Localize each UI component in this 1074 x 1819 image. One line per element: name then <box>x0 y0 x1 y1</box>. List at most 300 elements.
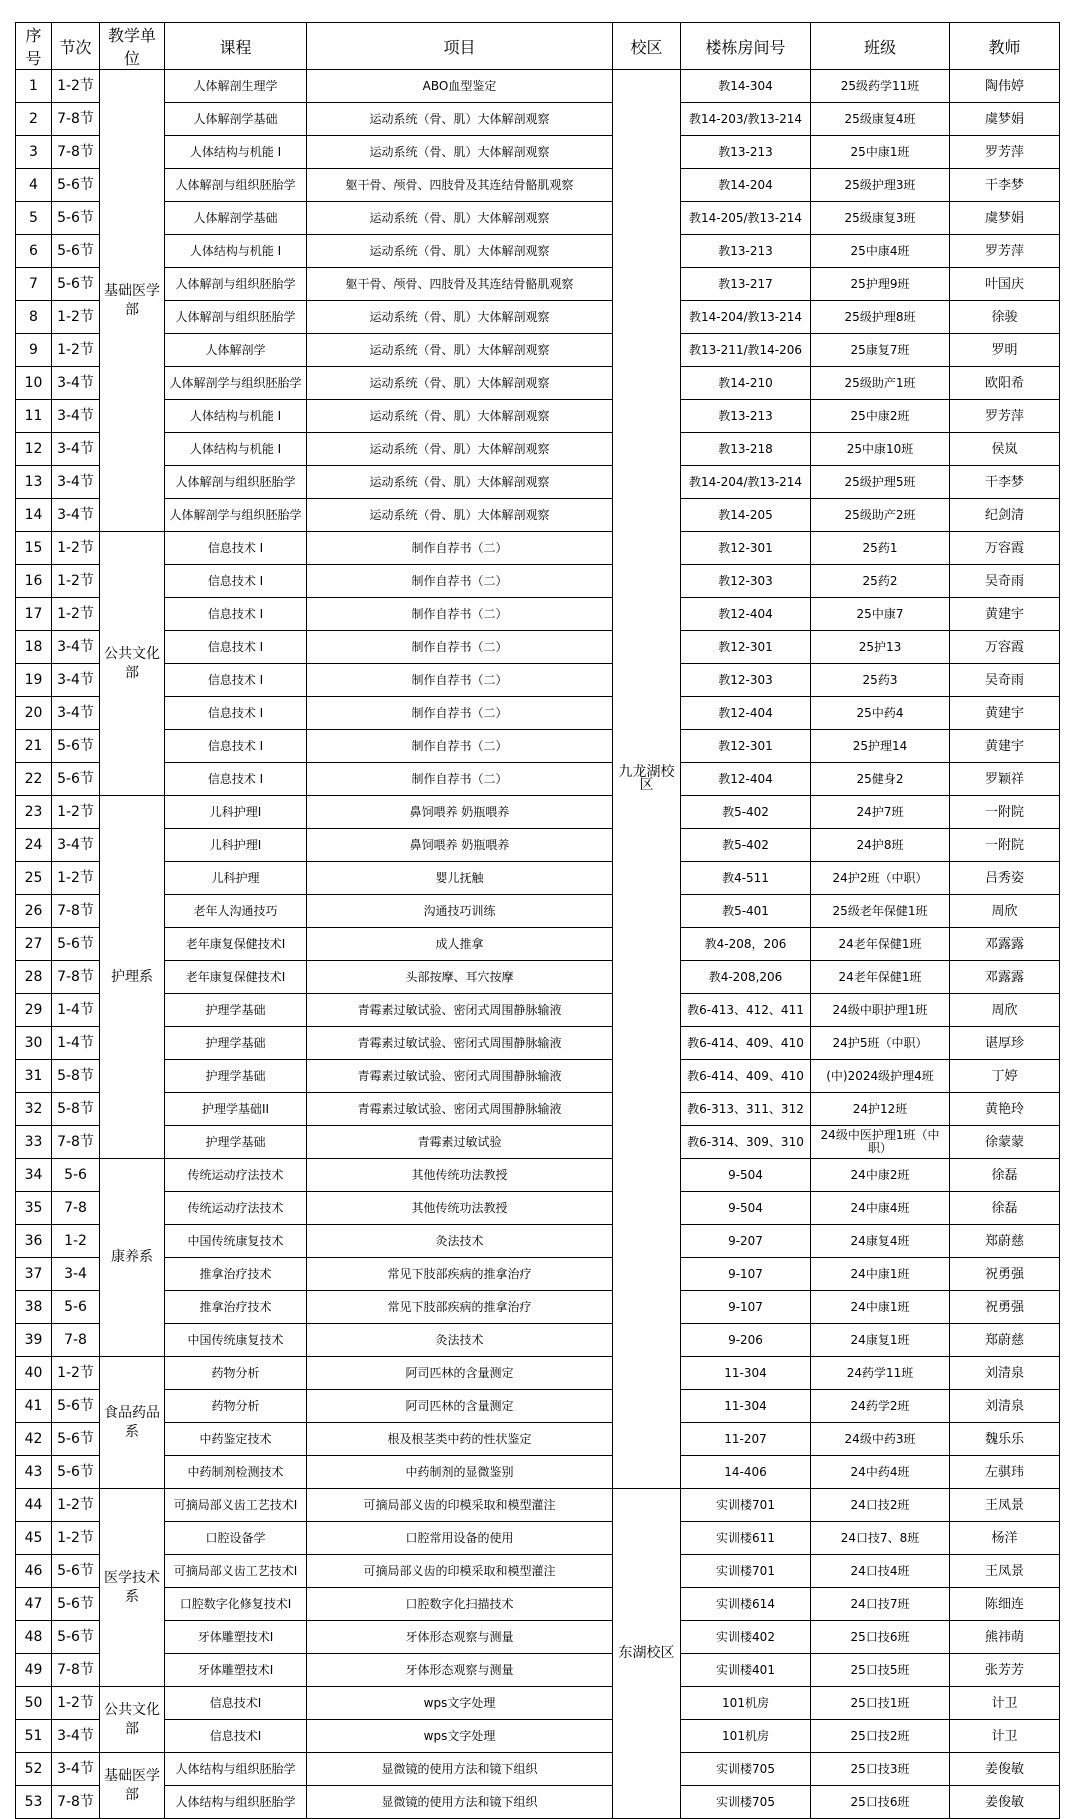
table-row <box>16 796 1060 829</box>
teacher-cell: 熊祎萌 <box>950 1621 1060 1654</box>
seq-cell: 5 <box>16 202 52 235</box>
seq-cell: 18 <box>16 631 52 664</box>
room-cell: 教14-204 <box>681 169 811 202</box>
project-cell: 头部按摩、耳穴按摩 <box>307 961 613 994</box>
seq-cell: 46 <box>16 1555 52 1588</box>
header-course: 课程 <box>165 23 307 70</box>
table-row <box>16 1555 1060 1588</box>
class-cell: 25中药4 <box>811 697 950 730</box>
class-cell: 25级护理5班 <box>811 466 950 499</box>
table-row <box>16 829 1060 862</box>
course-cell: 人体解剖生理学 <box>165 70 307 103</box>
seq-cell: 44 <box>16 1489 52 1522</box>
project-cell: 阿司匹林的含量测定 <box>307 1357 613 1390</box>
seq-cell: 38 <box>16 1291 52 1324</box>
header-teacher: 教师 <box>950 23 1060 70</box>
session-cell: 3-4节 <box>52 433 100 466</box>
project-cell: 鼻饲喂养 奶瓶喂养 <box>307 796 613 829</box>
class-cell: (中)2024级护理4班 <box>811 1060 950 1093</box>
project-cell: wps文字处理 <box>307 1687 613 1720</box>
room-cell: 教4-208，206 <box>681 928 811 961</box>
class-cell: 24护5班（中职） <box>811 1027 950 1060</box>
project-cell: 制作自荐书（二） <box>307 532 613 565</box>
project-cell: 青霉素过敏试验 <box>307 1126 613 1159</box>
teacher-cell: 黄建宇 <box>950 598 1060 631</box>
course-cell: 人体结构与机能 I <box>165 400 307 433</box>
class-cell: 24口技2班 <box>811 1489 950 1522</box>
project-cell: 常见下肢部疾病的推拿治疗 <box>307 1291 613 1324</box>
class-cell: 25康复7班 <box>811 334 950 367</box>
table-row <box>16 961 1060 994</box>
session-cell: 5-6 <box>52 1159 100 1192</box>
header-project: 项目 <box>307 23 613 70</box>
course-cell: 人体结构与组织胚胎学 <box>165 1786 307 1819</box>
course-cell: 人体解剖学基础 <box>165 202 307 235</box>
class-cell: 24级中医护理1班（中职） <box>811 1126 950 1159</box>
project-cell: 运动系统（骨、肌）大体解剖观察 <box>307 301 613 334</box>
seq-cell: 27 <box>16 928 52 961</box>
class-cell: 24老年保健1班 <box>811 961 950 994</box>
table-row <box>16 136 1060 169</box>
course-cell: 人体结构与机能 I <box>165 433 307 466</box>
room-cell: 教5-402 <box>681 796 811 829</box>
course-cell: 人体结构与机能 I <box>165 235 307 268</box>
room-cell: 11-304 <box>681 1357 811 1390</box>
course-cell: 护理学基础 <box>165 1060 307 1093</box>
unit-cell: 公共文化部 <box>100 532 165 796</box>
seq-cell: 32 <box>16 1093 52 1126</box>
class-cell: 25中康10班 <box>811 433 950 466</box>
teacher-cell: 姜俊敏 <box>950 1786 1060 1819</box>
class-cell: 25中康1班 <box>811 136 950 169</box>
teacher-cell: 陈细连 <box>950 1588 1060 1621</box>
project-cell: 躯干骨、颅骨、四肢骨及其连结骨骼肌观察 <box>307 268 613 301</box>
unit-cell: 基础医学部 <box>100 1753 165 1819</box>
header-seq: 序号 <box>16 23 52 70</box>
room-cell: 教4-208,206 <box>681 961 811 994</box>
class-cell: 24康复4班 <box>811 1225 950 1258</box>
seq-cell: 51 <box>16 1720 52 1753</box>
lab-schedule-table <box>15 22 1060 1819</box>
seq-cell: 47 <box>16 1588 52 1621</box>
project-cell: 其他传统功法教授 <box>307 1192 613 1225</box>
teacher-cell: 虞梦娟 <box>950 202 1060 235</box>
seq-cell: 36 <box>16 1225 52 1258</box>
room-cell: 教14-205 <box>681 499 811 532</box>
class-cell: 24口技7班 <box>811 1588 950 1621</box>
seq-cell: 31 <box>16 1060 52 1093</box>
class-cell: 25级药学11班 <box>811 70 950 103</box>
session-cell: 5-8节 <box>52 1060 100 1093</box>
project-cell: 成人推拿 <box>307 928 613 961</box>
campus-cell: 九龙湖校区 <box>613 70 681 1489</box>
room-cell: 9-107 <box>681 1258 811 1291</box>
table-row <box>16 169 1060 202</box>
seq-cell: 7 <box>16 268 52 301</box>
session-cell: 7-8节 <box>52 103 100 136</box>
room-cell: 教5-401 <box>681 895 811 928</box>
session-cell: 5-6节 <box>52 1621 100 1654</box>
course-cell: 信息技术 I <box>165 763 307 796</box>
unit-cell: 康养系 <box>100 1159 165 1357</box>
course-cell: 信息技术 I <box>165 631 307 664</box>
class-cell: 25药3 <box>811 664 950 697</box>
teacher-cell: 王凤景 <box>950 1489 1060 1522</box>
schedule-table-container <box>15 22 1060 1819</box>
session-cell: 1-2 <box>52 1225 100 1258</box>
project-cell: 牙体形态观察与测量 <box>307 1621 613 1654</box>
table-row <box>16 1654 1060 1687</box>
class-cell: 25级护理8班 <box>811 301 950 334</box>
session-cell: 3-4节 <box>52 466 100 499</box>
teacher-cell: 万容霞 <box>950 631 1060 664</box>
table-row <box>16 1423 1060 1456</box>
teacher-cell: 吕秀姿 <box>950 862 1060 895</box>
session-cell: 7-8节 <box>52 1786 100 1819</box>
header-unit: 教学单位 <box>100 23 165 70</box>
table-row <box>16 565 1060 598</box>
course-cell: 人体解剖学与组织胚胎学 <box>165 499 307 532</box>
room-cell: 101机房 <box>681 1720 811 1753</box>
course-cell: 人体解剖与组织胚胎学 <box>165 169 307 202</box>
teacher-cell: 张芳芳 <box>950 1654 1060 1687</box>
teacher-cell: 陶伟婷 <box>950 70 1060 103</box>
project-cell: 青霉素过敏试验、密闭式周围静脉输液 <box>307 1060 613 1093</box>
table-row <box>16 202 1060 235</box>
session-cell: 5-6节 <box>52 1390 100 1423</box>
session-cell: 3-4节 <box>52 1753 100 1786</box>
header-room: 楼栋房间号 <box>681 23 811 70</box>
class-cell: 25级康复4班 <box>811 103 950 136</box>
header-class: 班级 <box>811 23 950 70</box>
course-cell: 老年人沟通技巧 <box>165 895 307 928</box>
session-cell: 3-4节 <box>52 664 100 697</box>
teacher-cell: 郑蔚慈 <box>950 1225 1060 1258</box>
course-cell: 人体结构与机能 I <box>165 136 307 169</box>
course-cell: 人体解剖与组织胚胎学 <box>165 268 307 301</box>
course-cell: 儿科护理 <box>165 862 307 895</box>
seq-cell: 40 <box>16 1357 52 1390</box>
teacher-cell: 纪剑清 <box>950 499 1060 532</box>
seq-cell: 4 <box>16 169 52 202</box>
course-cell: 儿科护理I <box>165 829 307 862</box>
room-cell: 实训楼705 <box>681 1786 811 1819</box>
seq-cell: 39 <box>16 1324 52 1357</box>
session-cell: 7-8节 <box>52 961 100 994</box>
session-cell: 1-2节 <box>52 565 100 598</box>
course-cell: 可摘局部义齿工艺技术I <box>165 1555 307 1588</box>
session-cell: 7-8节 <box>52 1126 100 1159</box>
teacher-cell: 一附院 <box>950 829 1060 862</box>
session-cell: 5-6节 <box>52 202 100 235</box>
room-cell: 实训楼705 <box>681 1753 811 1786</box>
table-row <box>16 334 1060 367</box>
course-cell: 传统运动疗法技术 <box>165 1159 307 1192</box>
seq-cell: 48 <box>16 1621 52 1654</box>
room-cell: 实训楼614 <box>681 1588 811 1621</box>
room-cell: 9-504 <box>681 1159 811 1192</box>
room-cell: 实训楼701 <box>681 1489 811 1522</box>
room-cell: 实训楼701 <box>681 1555 811 1588</box>
class-cell: 24护7班 <box>811 796 950 829</box>
seq-cell: 28 <box>16 961 52 994</box>
table-row <box>16 235 1060 268</box>
course-cell: 人体解剖学基础 <box>165 103 307 136</box>
project-cell: 可摘局部义齿的印模采取和模型灌注 <box>307 1555 613 1588</box>
header-session: 节次 <box>52 23 100 70</box>
class-cell: 25级老年保健1班 <box>811 895 950 928</box>
session-cell: 1-2节 <box>52 70 100 103</box>
campus-cell: 东湖校区 <box>613 1489 681 1819</box>
course-cell: 人体解剖与组织胚胎学 <box>165 466 307 499</box>
teacher-cell: 黄建宇 <box>950 697 1060 730</box>
class-cell: 24中药4班 <box>811 1456 950 1489</box>
table-row <box>16 697 1060 730</box>
class-cell: 25级助产2班 <box>811 499 950 532</box>
room-cell: 教13-213 <box>681 400 811 433</box>
project-cell: 运动系统（骨、肌）大体解剖观察 <box>307 466 613 499</box>
table-row <box>16 1093 1060 1126</box>
seq-cell: 21 <box>16 730 52 763</box>
teacher-cell: 谌厚珍 <box>950 1027 1060 1060</box>
table-row <box>16 895 1060 928</box>
teacher-cell: 徐磊 <box>950 1192 1060 1225</box>
teacher-cell: 祝勇强 <box>950 1258 1060 1291</box>
table-row <box>16 1027 1060 1060</box>
project-cell: 口腔数字化扫描技术 <box>307 1588 613 1621</box>
project-cell: 制作自荐书（二） <box>307 664 613 697</box>
room-cell: 教14-204/教13-214 <box>681 301 811 334</box>
class-cell: 25护13 <box>811 631 950 664</box>
session-cell: 3-4节 <box>52 400 100 433</box>
course-cell: 人体解剖学与组织胚胎学 <box>165 367 307 400</box>
session-cell: 1-2节 <box>52 334 100 367</box>
teacher-cell: 吴奇雨 <box>950 565 1060 598</box>
project-cell: 灸法技术 <box>307 1324 613 1357</box>
room-cell: 教12-404 <box>681 763 811 796</box>
session-cell: 5-6节 <box>52 169 100 202</box>
course-cell: 信息技术 I <box>165 532 307 565</box>
session-cell: 5-6节 <box>52 1423 100 1456</box>
table-row <box>16 862 1060 895</box>
course-cell: 口腔数字化修复技术I <box>165 1588 307 1621</box>
project-cell: 可摘局部义齿的印模采取和模型灌注 <box>307 1489 613 1522</box>
session-cell: 1-2节 <box>52 1489 100 1522</box>
room-cell: 教6-413、412、411 <box>681 994 811 1027</box>
header-row <box>16 23 1060 70</box>
session-cell: 3-4节 <box>52 697 100 730</box>
session-cell: 1-2节 <box>52 862 100 895</box>
teacher-cell: 万容霞 <box>950 532 1060 565</box>
session-cell: 1-2节 <box>52 598 100 631</box>
teacher-cell: 邓露露 <box>950 961 1060 994</box>
course-cell: 老年康复保健技术I <box>165 928 307 961</box>
table-row <box>16 1720 1060 1753</box>
seq-cell: 9 <box>16 334 52 367</box>
class-cell: 25护理9班 <box>811 268 950 301</box>
class-cell: 24中康2班 <box>811 1159 950 1192</box>
table-row <box>16 268 1060 301</box>
room-cell: 教13-213 <box>681 136 811 169</box>
seq-cell: 22 <box>16 763 52 796</box>
seq-cell: 1 <box>16 70 52 103</box>
teacher-cell: 王凤景 <box>950 1555 1060 1588</box>
course-cell: 中国传统康复技术 <box>165 1324 307 1357</box>
teacher-cell: 计卫 <box>950 1687 1060 1720</box>
course-cell: 人体解剖学 <box>165 334 307 367</box>
class-cell: 25级康复3班 <box>811 202 950 235</box>
course-cell: 药物分析 <box>165 1390 307 1423</box>
course-cell: 推拿治疗技术 <box>165 1258 307 1291</box>
table-row <box>16 664 1060 697</box>
seq-cell: 50 <box>16 1687 52 1720</box>
room-cell: 教13-218 <box>681 433 811 466</box>
room-cell: 11-304 <box>681 1390 811 1423</box>
course-cell: 牙体雕塑技术I <box>165 1654 307 1687</box>
project-cell: 青霉素过敏试验、密闭式周围静脉输液 <box>307 1093 613 1126</box>
project-cell: 运动系统（骨、肌）大体解剖观察 <box>307 499 613 532</box>
table-row <box>16 928 1060 961</box>
project-cell: 制作自荐书（二） <box>307 763 613 796</box>
project-cell: 根及根茎类中药的性状鉴定 <box>307 1423 613 1456</box>
project-cell: 阿司匹林的含量测定 <box>307 1390 613 1423</box>
session-cell: 1-2节 <box>52 301 100 334</box>
seq-cell: 8 <box>16 301 52 334</box>
project-cell: 制作自荐书（二） <box>307 598 613 631</box>
class-cell: 25口技2班 <box>811 1720 950 1753</box>
seq-cell: 35 <box>16 1192 52 1225</box>
seq-cell: 14 <box>16 499 52 532</box>
teacher-cell: 虞梦娟 <box>950 103 1060 136</box>
course-cell: 护理学基础 <box>165 1027 307 1060</box>
course-cell: 护理学基础 <box>165 994 307 1027</box>
session-cell: 1-4节 <box>52 1027 100 1060</box>
class-cell: 24口技4班 <box>811 1555 950 1588</box>
course-cell: 老年康复保健技术I <box>165 961 307 994</box>
session-cell: 5-8节 <box>52 1093 100 1126</box>
session-cell: 7-8 <box>52 1192 100 1225</box>
table-row <box>16 1522 1060 1555</box>
course-cell: 信息技术I <box>165 1720 307 1753</box>
room-cell: 教12-301 <box>681 730 811 763</box>
seq-cell: 33 <box>16 1126 52 1159</box>
project-cell: 青霉素过敏试验、密闭式周围静脉输液 <box>307 994 613 1027</box>
project-cell: 制作自荐书（二） <box>307 565 613 598</box>
seq-cell: 45 <box>16 1522 52 1555</box>
seq-cell: 19 <box>16 664 52 697</box>
session-cell: 1-2节 <box>52 1687 100 1720</box>
table-row <box>16 1390 1060 1423</box>
seq-cell: 42 <box>16 1423 52 1456</box>
table-row <box>16 1456 1060 1489</box>
class-cell: 25健身2 <box>811 763 950 796</box>
session-cell: 3-4节 <box>52 499 100 532</box>
class-cell: 24护8班 <box>811 829 950 862</box>
table-row <box>16 70 1060 103</box>
table-row <box>16 1324 1060 1357</box>
table-row <box>16 1192 1060 1225</box>
table-row <box>16 1786 1060 1819</box>
teacher-cell: 罗明 <box>950 334 1060 367</box>
course-cell: 中国传统康复技术 <box>165 1225 307 1258</box>
class-cell: 25口技6班 <box>811 1621 950 1654</box>
class-cell: 25级护理3班 <box>811 169 950 202</box>
room-cell: 11-207 <box>681 1423 811 1456</box>
table-row <box>16 730 1060 763</box>
project-cell: 运动系统（骨、肌）大体解剖观察 <box>307 202 613 235</box>
course-cell: 药物分析 <box>165 1357 307 1390</box>
room-cell: 教4-511 <box>681 862 811 895</box>
course-cell: 口腔设备学 <box>165 1522 307 1555</box>
course-cell: 护理学基础 <box>165 1126 307 1159</box>
room-cell: 9-206 <box>681 1324 811 1357</box>
course-cell: 传统运动疗法技术 <box>165 1192 307 1225</box>
class-cell: 24护2班（中职） <box>811 862 950 895</box>
session-cell: 7-8 <box>52 1324 100 1357</box>
project-cell: 运动系统（骨、肌）大体解剖观察 <box>307 400 613 433</box>
room-cell: 实训楼401 <box>681 1654 811 1687</box>
course-cell: 儿科护理I <box>165 796 307 829</box>
project-cell: 婴儿抚触 <box>307 862 613 895</box>
unit-cell: 食品药品系 <box>100 1357 165 1489</box>
course-cell: 信息技术I <box>165 1687 307 1720</box>
teacher-cell: 干李梦 <box>950 169 1060 202</box>
teacher-cell: 邓露露 <box>950 928 1060 961</box>
project-cell: 显微镜的使用方法和镜下组织 <box>307 1753 613 1786</box>
seq-cell: 52 <box>16 1753 52 1786</box>
project-cell: 牙体形态观察与测量 <box>307 1654 613 1687</box>
teacher-cell: 徐蒙蒙 <box>950 1126 1060 1159</box>
project-cell: 中药制剂的显微鉴别 <box>307 1456 613 1489</box>
course-cell: 可摘局部义齿工艺技术I <box>165 1489 307 1522</box>
class-cell: 24护12班 <box>811 1093 950 1126</box>
class-cell: 24口技7、8班 <box>811 1522 950 1555</box>
session-cell: 5-6节 <box>52 928 100 961</box>
session-cell: 3-4节 <box>52 1720 100 1753</box>
course-cell: 中药制剂检测技术 <box>165 1456 307 1489</box>
teacher-cell: 一附院 <box>950 796 1060 829</box>
teacher-cell: 姜俊敏 <box>950 1753 1060 1786</box>
session-cell: 5-6节 <box>52 235 100 268</box>
class-cell: 25护理14 <box>811 730 950 763</box>
teacher-cell: 黄建宇 <box>950 730 1060 763</box>
table-row <box>16 1357 1060 1390</box>
session-cell: 5-6节 <box>52 1555 100 1588</box>
seq-cell: 49 <box>16 1654 52 1687</box>
project-cell: 运动系统（骨、肌）大体解剖观察 <box>307 367 613 400</box>
seq-cell: 13 <box>16 466 52 499</box>
seq-cell: 20 <box>16 697 52 730</box>
room-cell: 教14-203/教13-214 <box>681 103 811 136</box>
session-cell: 3-4节 <box>52 367 100 400</box>
table-row <box>16 103 1060 136</box>
teacher-cell: 罗颖祥 <box>950 763 1060 796</box>
project-cell: 鼻饲喂养 奶瓶喂养 <box>307 829 613 862</box>
session-cell: 5-6节 <box>52 730 100 763</box>
room-cell: 教13-211/教14-206 <box>681 334 811 367</box>
teacher-cell: 干李梦 <box>950 466 1060 499</box>
table-row <box>16 598 1060 631</box>
table-row <box>16 1687 1060 1720</box>
seq-cell: 6 <box>16 235 52 268</box>
table-row <box>16 532 1060 565</box>
class-cell: 24级中药3班 <box>811 1423 950 1456</box>
seq-cell: 41 <box>16 1390 52 1423</box>
class-cell: 24康复1班 <box>811 1324 950 1357</box>
project-cell: 制作自荐书（二） <box>307 697 613 730</box>
seq-cell: 23 <box>16 796 52 829</box>
table-row <box>16 499 1060 532</box>
